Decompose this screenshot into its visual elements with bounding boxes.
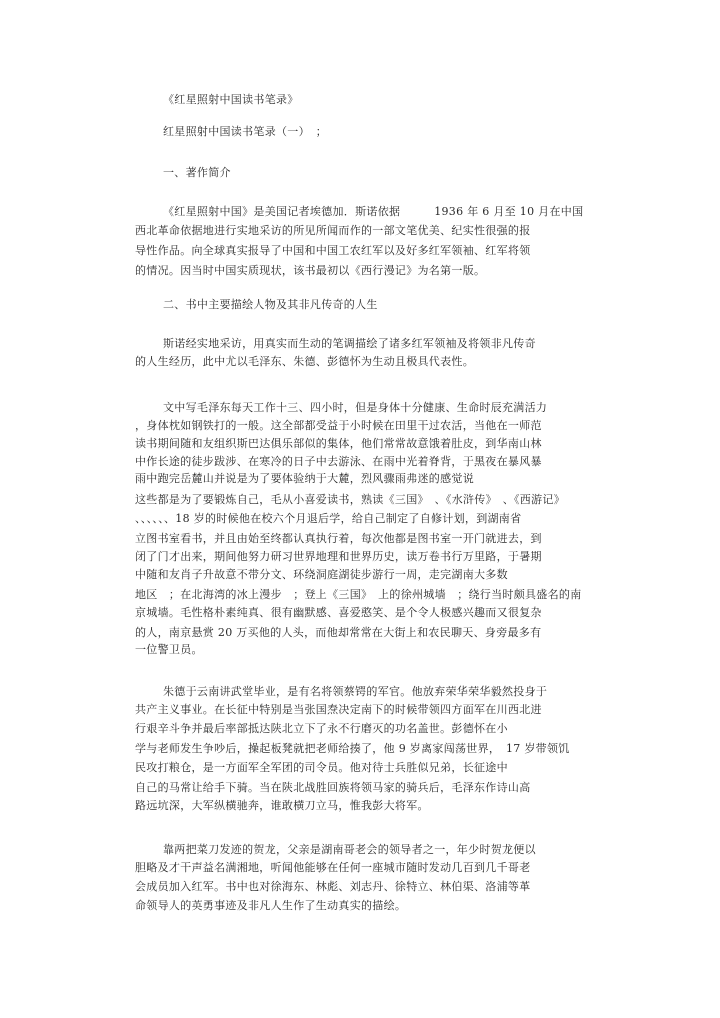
paragraph-line: 斯诺经实地采访，用真实而生动的笔调描绘了诸多红军领袖及将领非凡传奇 (163, 337, 536, 350)
paragraph-line: 行艰辛斗争并最后率部抵达陕北立下了永不行磨灭的功名盖世。彭德怀在小 (135, 722, 508, 735)
paragraph-line: 京城墙。毛性格朴素纯真、很有幽默感、喜爱憨笑、是个令人极感兴趣而又很复杂 (135, 606, 542, 619)
paragraph-line: 立图书室看书，并且由始至终都认真执行着，每次他都是图书室一开门就进去，到 (135, 532, 542, 545)
paragraph-line: 地区 ；在北海湾的冰上漫步 ；登上《三国》 上的徐州城墙 ；绕行当时颇具盛名的南 (135, 588, 582, 601)
paragraph-line: 一位警卫员。 (135, 643, 203, 656)
paragraph-line: 共产主义事业。在长征中特别是当张国焘决定南下的时候带领四方面军在川西北进 (135, 703, 542, 716)
section-heading-1: 一、著作简介 (163, 166, 231, 179)
paragraph-line: 读书期间随和友组织斯巴达俱乐部似的集体，他们常常故意饿着肚皮，到华南山林 (135, 437, 542, 450)
paragraph-line: 靠两把菜刀发迹的贺龙，父亲是湖南哥老会的领导者之一，年少时贺龙便以 (163, 843, 536, 856)
paragraph-line: 雨中跑完岳麓山并说是为了要体验纳于大麓，烈风骤雨弗迷的感觉说 (135, 472, 474, 485)
paragraph-line: 《红星照射中国》是美国记者埃德加．斯诺依据 1936 年 6 月至 10 月在中国 (163, 205, 584, 218)
paragraph-line: 会成员加入红军。书中也对徐海东、林彪、刘志丹、徐特立、林伯渠、洛浦等革 (135, 880, 531, 893)
paragraph-line: 的情况。因当时中国实质现状，该书最初以《西行漫记》为名第一版。 (135, 264, 486, 277)
paragraph-line: 这些都是为了要锻炼自己，毛从小喜爱读书，熟读《三国》 、《水浒传》 、《西游记》 (135, 493, 565, 506)
document-title: 《红星照射中国读书笔录》 (163, 93, 299, 106)
paragraph-line: 民攻打粮仓，是一方面军全军团的司令员。他对待士兵胜似兄弟，长征途中 (135, 761, 508, 774)
paragraph-line: 路远坑深，大军纵横驰奔，谁敢横刀立马，惟我彭大将军。 (135, 799, 429, 812)
paragraph-line: 导性作品。向全球真实报导了中国和中国工农红军以及好多红军领袖、红军将领 (135, 244, 531, 257)
section-heading-2: 二、书中主要描绘人物及其非凡传奇的人生 (163, 298, 378, 311)
document-subtitle: 红星照射中国读书笔录（一） ； (163, 125, 327, 138)
paragraph-line: 西北革命依据地进行实地采访的所见所闻而作的一部文笔优美、纪实性很强的报 (135, 224, 531, 237)
paragraph-line: 胆略及才干声益名满湘地，听闻他能够在任何一座城市随时发动几百到几千哥老 (135, 861, 531, 874)
paragraph-line: 命领导人的英勇事迹及非凡人生作了生动真实的描绘。 (135, 899, 407, 912)
paragraph-line: 中随和友肖子升故意不带分文、环绕洞庭湖徒步游行一周，走完湖南大多数 (135, 568, 508, 581)
paragraph-line: 的人，南京悬赏 20 万买他的人头，而他却常常在大街上和农民聊天、身旁最多有 (135, 626, 542, 639)
paragraph-line: 朱德于云南讲武堂毕业，是有名将领蔡锷的军官。他放弃荣华荣华毅然投身于 (163, 685, 548, 698)
paragraph-line: 闭了门才出来，期间他努力研习世界地理和世界历史，读万卷书行万里路，于暑期 (135, 550, 542, 563)
paragraph-line: 文中写毛泽东每天工作十三、四小时，但是身体十分健康、生命时辰充满活力 (163, 401, 548, 414)
paragraph-line: 自己的马常让给手下骑。当在陕北战胜回族将领马家的骑兵后，毛泽东作诗山高 (135, 781, 531, 794)
paragraph-line: 学与老师发生争吵后，操起板凳就把老师给揍了，他 9 岁离家闯荡世界， 17 岁带领饥 (135, 742, 570, 755)
paragraph-line: 、、、、、、18 岁的时候他在校六个月退后学，给自己制定了自修计划，到湖南省 (135, 512, 522, 525)
paragraph-line: 的人生经历，此中尤以毛泽东、朱德、彭德怀为生动且极具代表性。 (135, 355, 474, 368)
paragraph-line: ，身体枕如钢铁打的一般。这全部都受益于小时候在田里干过农活，当他在一师范 (135, 419, 542, 432)
paragraph-line: 中作长途的徒步跋涉、在寒冷的日子中去游泳、在雨中光着脊背，于黑夜在暴风暴 (135, 455, 542, 468)
